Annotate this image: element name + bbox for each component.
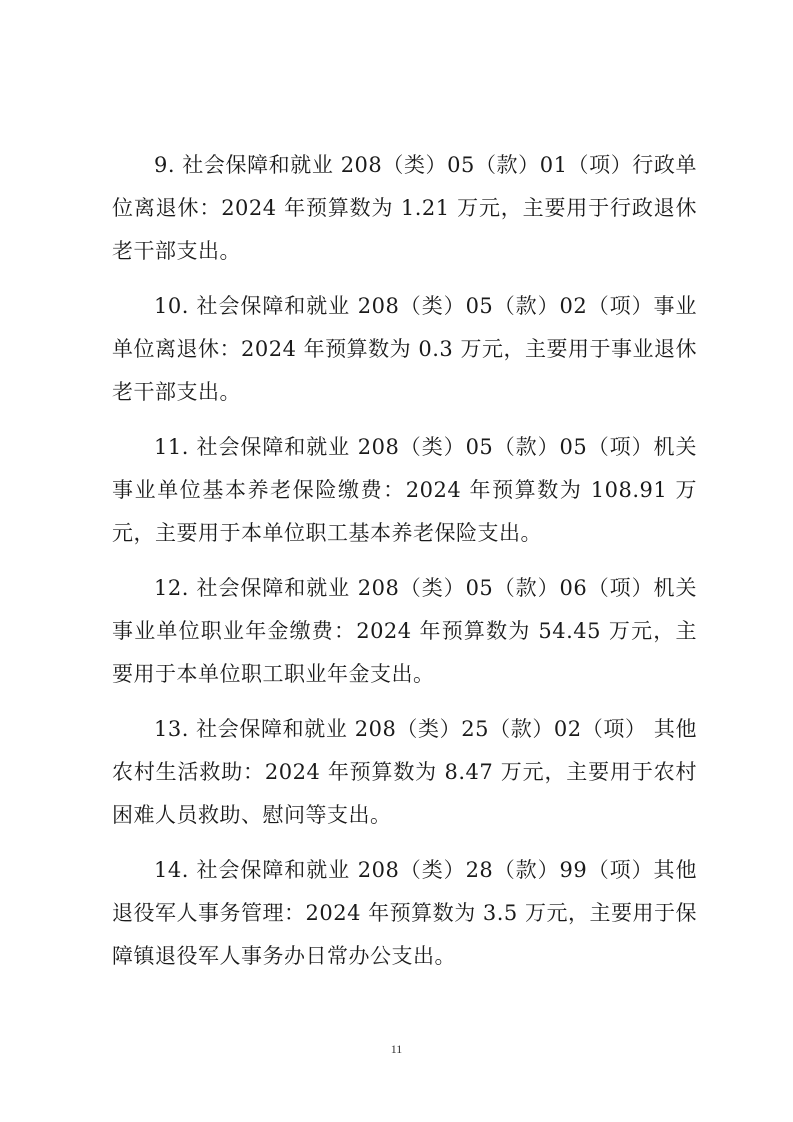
paragraph-item-14: 14. 社会保障和就业 208（类）28（款）99（项）其他退役军人事务管理：2024 年预算数为 3.5 万元，主要用于保障镇退役军人事务办日常办公支出。 (112, 858, 697, 968)
paragraph-item-9: 9. 社会保障和就业 208（类）05（款）01（项）行政单位离退休：2024 年预算数为 1.21 万元，主要用于行政退休老干部支出。 (112, 153, 697, 263)
paragraph-item-13: 13. 社会保障和就业 208（类）25（款）02（项） 其他农村生活救助：2024 年预算数为 8.47 万元，主要用于农村困难人员救助、慰问等支出。 (112, 717, 697, 827)
paragraph-item-11: 11. 社会保障和就业 208（类）05（款）05（项）机关事业单位基本养老保险缴费：2024 年预算数为 108.91 万元，主要用于本单位职工基本养老保险支出。 (112, 435, 697, 545)
paragraph-item-12: 12. 社会保障和就业 208（类）05（款）06（项）机关事业单位职业年金缴费：2024 年预算数为 54.45 万元，主要用于本单位职工职业年金支出。 (112, 576, 697, 686)
paragraph-item-10: 10. 社会保障和就业 208（类）05（款）02（项）事业单位离退休：2024 年预算数为 0.3 万元，主要用于事业退休老干部支出。 (112, 294, 697, 404)
page-number: 11 (390, 1042, 403, 1056)
document-body (112, 144, 697, 990)
